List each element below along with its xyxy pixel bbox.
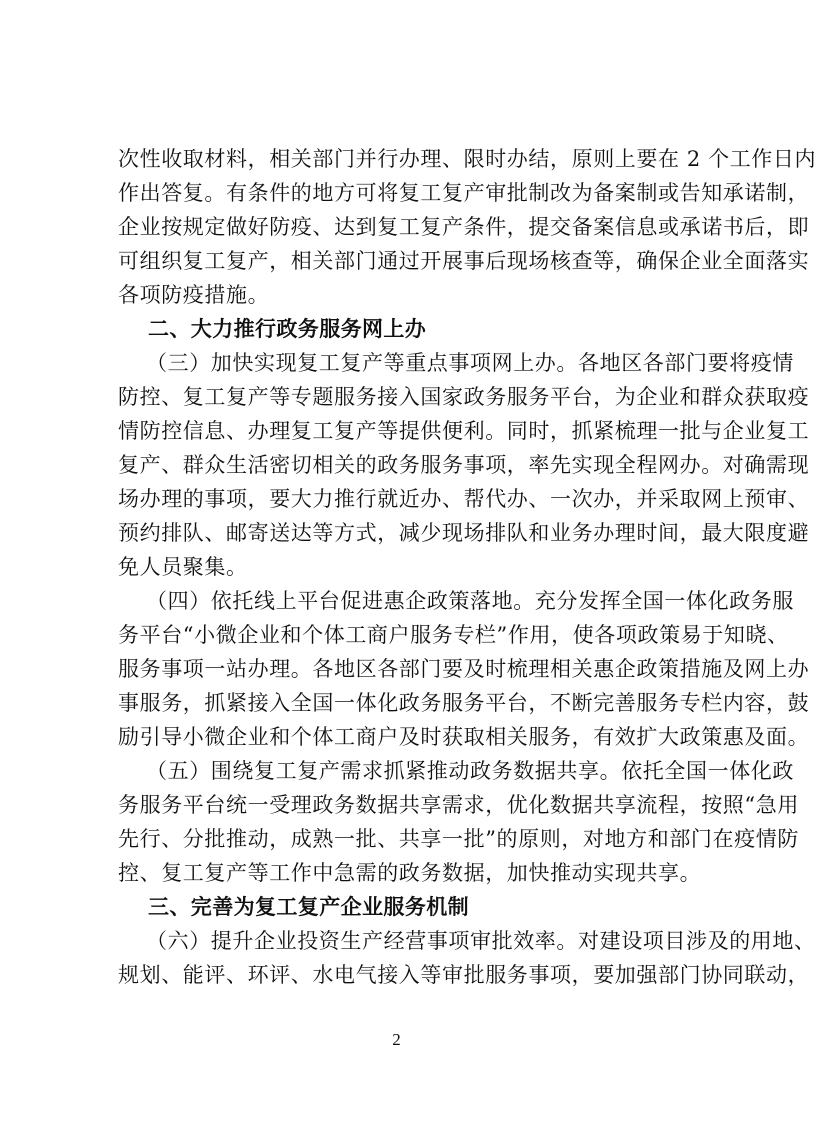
text-line: 场办理的事项，要大力推行就近办、帮代办、一次办，并采取网上预审、 xyxy=(118,487,810,511)
text-line: 励引导小微企业和个体工商户及时获取相关服务，有效扩大政策惠及面。 xyxy=(118,725,810,749)
text-line: 务服务平台统一受理政务数据共享需求，优化数据共享流程，按照“急用 xyxy=(118,793,799,817)
text-line: 复产、群众生活密切相关的政务服务事项，率先实现全程网办。对确需现 xyxy=(118,453,810,477)
text-line: 务平台“小微企业和个体工商户服务专栏”作用，使各项政策易于知晓、 xyxy=(118,623,789,647)
text-line: 作出答复。有条件的地方可将复工复产审批制改为备案制或告知承诺制， xyxy=(118,181,810,205)
page-number: 2 xyxy=(392,1030,401,1049)
section-heading: 二、大力推行政务服务网上办 xyxy=(148,317,427,341)
text-line: 次性收取材料，相关部门并行办理、限时办结，原则上要在 2 个工作日内 xyxy=(118,147,816,171)
text-line: （五）围绕复工复产需求抓紧推动政务数据共享。依托全国一体化政 xyxy=(146,759,794,783)
text-line: （四）依托线上平台促进惠企政策落地。充分发挥全国一体化政务服 xyxy=(146,589,794,613)
text-line: （六）提升企业投资生产经营事项审批效率。对建设项目涉及的用地、 xyxy=(146,929,816,953)
text-line: 预约排队、邮寄送达等方式，减少现场排队和业务办理时间，最大限度避 xyxy=(118,521,810,545)
text-line: 事服务，抓紧接入全国一体化政务服务平台，不断完善服务专栏内容，鼓 xyxy=(118,691,810,715)
section-heading: 三、完善为复工复产企业服务机制 xyxy=(148,895,469,919)
text-line: 各项防疫措施。 xyxy=(118,283,270,307)
text-line: 免人员聚集。 xyxy=(118,555,248,579)
text-line: 先行、分批推动，成熟一批、共享一批”的原则，对地方和部门在疫情防 xyxy=(118,827,799,851)
text-line: 情防控信息、办理复工复产等提供便利。同时，抓紧梳理一批与企业复工 xyxy=(118,419,810,443)
text-line: 企业按规定做好防疫、达到复工复产条件，提交备案信息或承诺书后，即 xyxy=(118,215,810,239)
text-line: 规划、能评、环评、水电气接入等审批服务事项，要加强部门协同联动， xyxy=(118,963,810,987)
text-line: 控、复工复产等工作中急需的政务数据，加快推动实现共享。 xyxy=(118,861,702,885)
text-line: 防控、复工复产等专题服务接入国家政务服务平台，为企业和群众获取疫 xyxy=(118,385,810,409)
text-line: （三）加快实现复工复产等重点事项网上办。各地区各部门要将疫情 xyxy=(146,351,794,375)
text-line: 服务事项一站办理。各地区各部门要及时梳理相关惠企政策措施及网上办 xyxy=(118,657,810,681)
text-line: 可组织复工复产，相关部门通过开展事后现场核查等，确保企业全面落实 xyxy=(118,249,810,273)
